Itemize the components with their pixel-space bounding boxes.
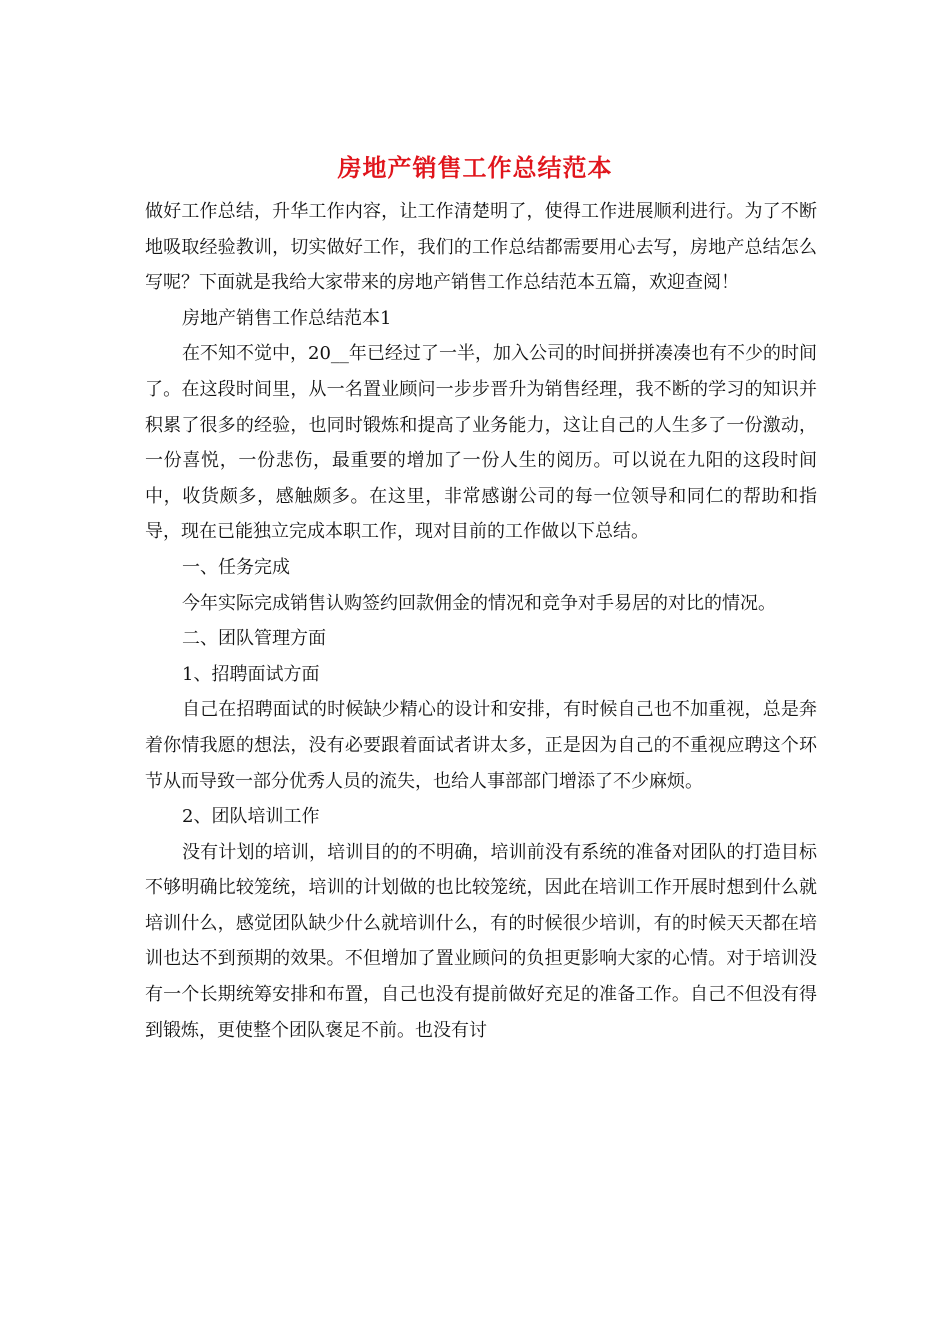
subsection-heading-training: 2、团队培训工作 (182, 806, 320, 828)
intro-paragraph: 做好工作总结，升华工作内容，让工作清楚明了，使得工作进展顺利进行。为了不断地吸取经验教训，切实做好工作，我们的工作总结都需要用心去写，房地产总结怎么写呢？下面就是我给大家带来的房地产销售工作总结范本五篇，欢迎查阅！ (145, 201, 817, 294)
body-paragraph: 今年实际完成销售认购签约回款佣金的情况和竞争对手易居的对比的情况。 (182, 592, 776, 614)
subsection-heading-recruitment: 1、招聘面试方面 (182, 663, 320, 685)
document-body (145, 194, 817, 1048)
body-paragraph: 自己在招聘面试的时候缺少精心的设计和安排，有时候自己也不加重视，总是奔着你情我愿的想法，没有必要跟着面试者讲太多，正是因为自己的不重视应聘这个环节从而导致一部分优秀人员的流失，也给人事部部门增添了不少麻烦。 (145, 699, 817, 792)
body-paragraph: 没有计划的培训，培训目的的不明确，培训前没有系统的准备对团队的打造目标不够明确比较笼统，培训的计划做的也比较笼统，因此在培训工作开展时想到什么就培训什么，感觉团队缺少什么就培训什么，有的时候很少培训，有的时候天天都在培训也达不到预期的效果。不但增加了置业顾问的负担更影响大家的心情。对于培训没有一个长期统筹安排和布置，自己也没有提前做好充足的准备工作。自己不但没有得到锻炼，更使整个团队褒足不前。也没有讨 (145, 841, 817, 1041)
body-paragraph: 在不知不觉中，20__年已经过了一半，加入公司的时间拼拼凑凑也有不少的时间了。在这段时间里，从一名置业顾问一步步晋升为销售经理，我不断的学习的知识并积累了很多的经验，也同时锻炼和提高了业务能力，这让自己的人生多了一份激动，一份喜悦，一份悲伤，最重要的增加了一份人生的阅历。可以说在九阳的这段时间中，收货颇多，感触颇多。在这里，非常感谢公司的每一位领导和同仁的帮助和指导，现在已能独立完成本职工作，现对目前的工作做以下总结。 (145, 343, 817, 543)
section-heading-sample-1: 房地产销售工作总结范本1 (182, 307, 392, 329)
section-heading-task-completion: 一、任务完成 (182, 556, 290, 578)
section-heading-team-management: 二、团队管理方面 (182, 628, 326, 650)
document-title: 房地产销售工作总结范本 (337, 153, 613, 182)
